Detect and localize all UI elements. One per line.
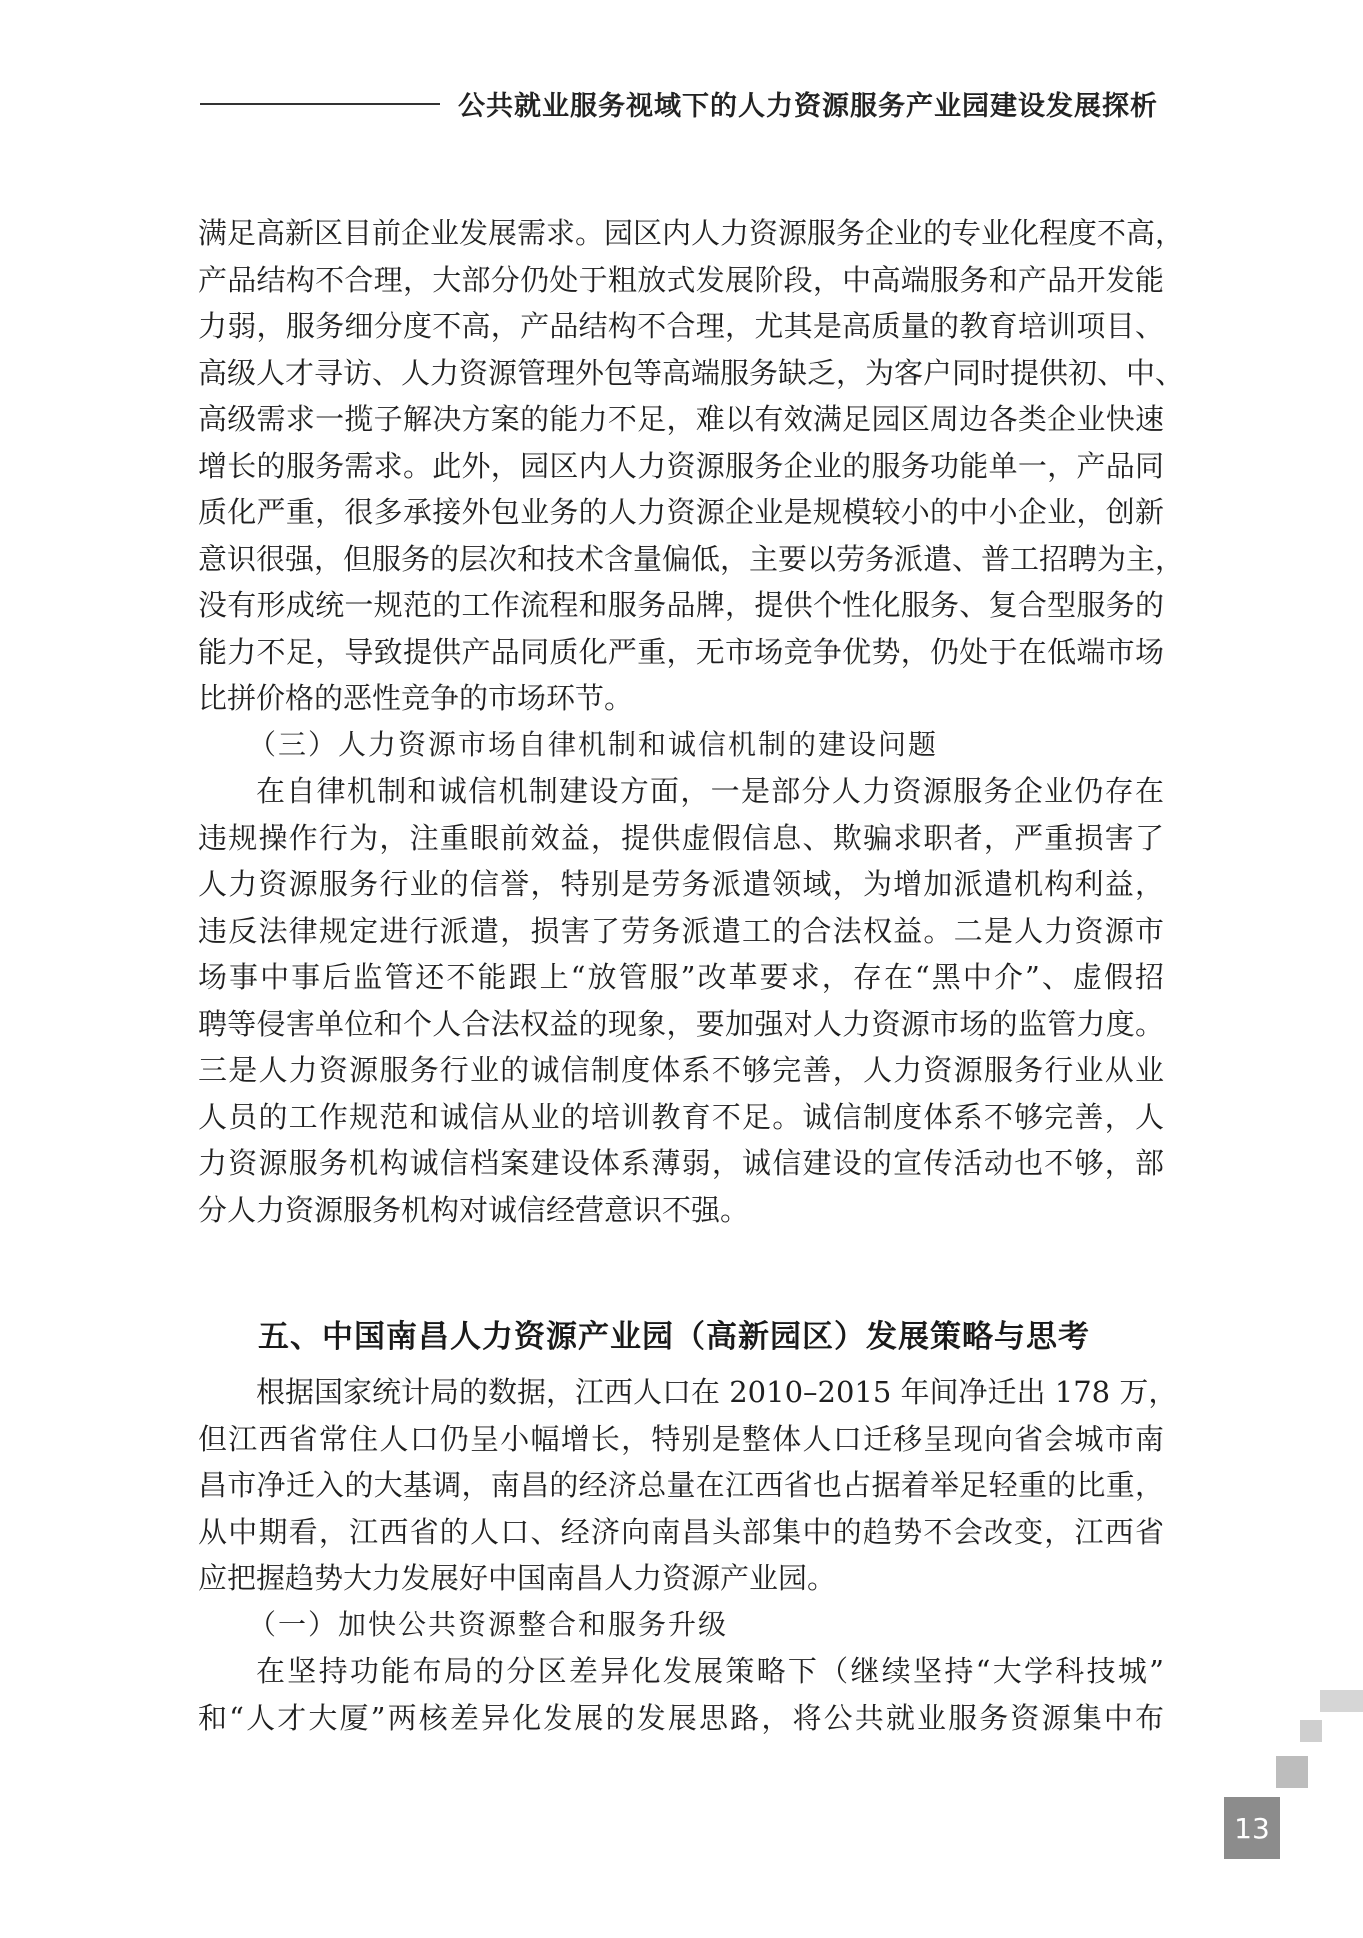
paragraph-line: 在坚持功能布局的分区差异化发展策略下（继续坚持“大学科技城” [256,1654,1164,1688]
paragraph-line: 在自律机制和诚信机制建设方面，一是部分人力资源服务企业仍存在 [256,774,1164,808]
paragraph-line: 人员的工作规范和诚信从业的培训教育不足。诚信制度体系不够完善，人 [198,1099,1164,1134]
decorative-square [1276,1756,1308,1788]
paragraph-line: 没有形成统一规范的工作流程和服务品牌，提供个性化服务、复合型服务的 [198,588,1164,622]
paragraph-line: 应把握趋势大力发展好中国南昌人力资源产业园。 [198,1561,837,1595]
subsection-heading: （三）人力资源市场自律机制和诚信机制的建设问题 [248,727,939,761]
paragraph-line: 聘等侵害单位和个人合法权益的现象，要加强对人力资源市场的监管力度。 [198,1006,1164,1041]
paragraph-line: 高级人才寻访、人力资源管理外包等高端服务缺乏，为客户同时提供初、中、 [198,355,1185,390]
paragraph-line: 增长的服务需求。此外，园区内人力资源服务企业的服务功能单一，产品同 [198,448,1164,483]
paragraph-line: 违反法律规定进行派遣，损害了劳务派遣工的合法权益。二是人力资源市 [198,913,1164,948]
body-block-2 [198,1369,1178,1741]
section-heading: 五、中国南昌人力资源产业园（高新园区）发展策略与思考 [258,1319,1090,1355]
paragraph-line: 根据国家统计局的数据，江西人口在 2010–2015 年间净迁出 178 万， [256,1375,1178,1409]
paragraph-line: 分人力资源服务机构对诚信经营意识不强。 [198,1192,750,1227]
paragraph-line: 从中期看，江西省的人口、经济向南昌头部集中的趋势不会改变，江西省 [198,1514,1164,1549]
subsection-heading: （一）加快公共资源整合和服务升级 [248,1607,729,1641]
header-rule [200,103,440,105]
paragraph-line: 人力资源服务行业的信誉，特别是劳务派遣领域，为增加派遣机构利益， [198,867,1164,901]
paragraph-line: 昌市净迁入的大基调，南昌的经济总量在江西省也占据着举足轻重的比重， [198,1468,1164,1502]
paragraph-line: 三是人力资源服务行业的诚信制度体系不够完善，人力资源服务行业从业 [198,1053,1164,1087]
page-number: 13 [1224,1797,1280,1859]
paragraph-line: 场事中事后监管还不能跟上“放管服”改革要求，存在“黑中介”、虚假招 [198,960,1164,994]
paragraph-line: 质化严重，很多承接外包业务的人力资源企业是规模较小的中小企业，创新 [198,495,1164,529]
paragraph-line: 产品结构不合理，大部分仍处于粗放式发展阶段，中高端服务和产品开发能 [198,262,1164,297]
paragraph-line: 能力不足，导致提供产品同质化严重，无市场竞争优势，仍处于在低端市场 [198,634,1164,669]
body-block-1 [198,210,1185,1233]
decorative-square [1320,1690,1363,1712]
running-header-title: 公共就业服务视域下的人力资源服务产业园建设发展探析 [458,91,1158,122]
paragraph-line: 高级需求一揽子解决方案的能力不足，难以有效满足园区周边各类企业快速 [198,402,1164,436]
paragraph-line: 力资源服务机构诚信档案建设体系薄弱，诚信建设的宣传活动也不够，部 [198,1146,1164,1180]
paragraph-line: 违规操作行为，注重眼前效益，提供虚假信息、欺骗求职者，严重损害了 [198,820,1164,855]
paragraph-line: 力弱，服务细分度不高，产品结构不合理，尤其是高质量的教育培训项目、 [198,309,1164,343]
paragraph-line: 和“人才大厦”两核差异化发展的发展思路，将公共就业服务资源集中布 [198,1700,1164,1735]
paragraph-line: 但江西省常住人口仍呈小幅增长，特别是整体人口迁移呈现向省会城市南 [198,1421,1164,1456]
paragraph-line: 意识很强，但服务的层次和技术含量偏低，主要以劳务派遣、普工招聘为主， [198,541,1185,576]
paragraph-line: 满足高新区目前企业发展需求。园区内人力资源服务企业的专业化程度不高， [198,216,1185,250]
decorative-square [1300,1720,1322,1742]
paragraph-line: 比拼价格的恶性竞争的市场环节。 [198,681,634,715]
